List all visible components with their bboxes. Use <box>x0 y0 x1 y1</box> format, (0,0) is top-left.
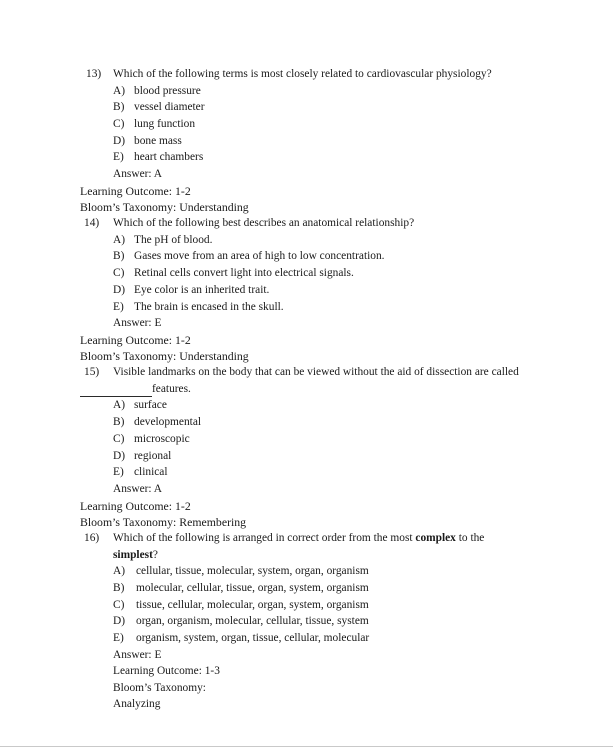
option-text: organ, organism, molecular, cellular, tissue, system <box>136 615 369 628</box>
option-item[interactable] <box>80 630 520 647</box>
question-block-15 <box>80 364 520 530</box>
option-text: microscopic <box>134 432 190 445</box>
question-block-13 <box>80 66 520 215</box>
question-text-16-part3: ? <box>152 548 158 561</box>
option-letter: B) <box>113 101 125 114</box>
option-text: surface <box>134 399 167 412</box>
option-item[interactable] <box>80 597 520 614</box>
page-content <box>80 66 520 713</box>
question-stem-15-continuation <box>80 381 520 398</box>
question-block-16 <box>80 530 520 713</box>
question-text-13: Which of the following terms is most closely related to cardiovascular physiology? <box>113 68 492 80</box>
option-text: vessel diameter <box>134 101 205 114</box>
answer-line-15: Answer: A <box>113 482 163 495</box>
option-item[interactable] <box>80 464 520 481</box>
learning-outcome-13: Learning Outcome: 1-2 <box>80 183 191 198</box>
question-block-14 <box>80 215 520 364</box>
question-number-13: 13) <box>86 68 102 80</box>
option-letter: A) <box>113 565 126 578</box>
answer-line-14: Answer: E <box>113 317 162 330</box>
option-letter: C) <box>113 118 125 130</box>
option-letter: B) <box>113 581 125 594</box>
option-letter: A) <box>113 84 126 97</box>
answer-line-16: Answer: E <box>113 648 162 661</box>
option-letter: D) <box>113 615 126 628</box>
option-letter: E) <box>113 151 124 164</box>
option-letter: C) <box>113 432 125 445</box>
option-letter: D) <box>113 449 126 462</box>
blooms-taxonomy-16: Bloom’s Taxonomy: <box>113 681 206 694</box>
option-text: cellular, tissue, molecular, system, organ, organism <box>136 565 369 578</box>
option-text: The pH of blood. <box>134 233 213 246</box>
option-item[interactable] <box>80 414 520 431</box>
option-list-15 <box>80 397 520 481</box>
option-letter: E) <box>113 631 124 644</box>
option-text: Eye color is an inherited trait. <box>134 283 270 296</box>
question-text-15-after-blank: features. <box>152 382 191 395</box>
option-item[interactable] <box>80 133 520 150</box>
option-letter: A) <box>113 399 126 412</box>
option-text: organism, system, organ, tissue, cellular, molecular <box>136 631 370 644</box>
question-text-16-bold-simplest: simplest <box>113 548 153 561</box>
option-item[interactable] <box>80 282 520 299</box>
option-text: blood pressure <box>134 84 201 97</box>
question-stem-14 <box>80 215 520 232</box>
option-text: heart chambers <box>134 151 204 164</box>
question-number-14: 14) <box>84 217 100 230</box>
answer-line-13: Answer: A <box>113 168 163 181</box>
option-letter: B) <box>113 250 125 263</box>
option-item[interactable] <box>80 580 520 597</box>
option-text: clinical <box>134 466 168 479</box>
question-text-16-part2: to the <box>455 531 485 544</box>
option-text: lung function <box>134 118 196 130</box>
option-item[interactable] <box>80 431 520 448</box>
option-letter: D) <box>113 134 126 147</box>
blooms-taxonomy-15: Bloom’s Taxonomy: Remembering <box>80 514 247 529</box>
option-text: tissue, cellular, molecular, organ, system, organism <box>136 598 369 611</box>
option-item[interactable] <box>80 83 520 100</box>
option-item[interactable] <box>80 232 520 249</box>
option-letter: C) <box>113 598 125 611</box>
option-text: Retinal cells convert light into electrical signals. <box>134 267 354 280</box>
option-letter: A) <box>113 233 126 246</box>
option-text: developmental <box>134 416 202 429</box>
option-item[interactable] <box>80 448 520 465</box>
option-text: bone mass <box>134 134 182 147</box>
option-letter: E) <box>113 466 124 479</box>
blooms-taxonomy-13: Bloom’s Taxonomy: Understanding <box>80 199 249 214</box>
option-text: molecular, cellular, tissue, organ, system, organism <box>136 581 369 594</box>
option-letter: C) <box>113 267 125 280</box>
blooms-taxonomy-value-16: Analyzing <box>113 698 161 711</box>
option-list-16 <box>80 563 520 647</box>
question-stem-15 <box>80 364 520 381</box>
option-item[interactable] <box>80 299 520 316</box>
question-stem-16 <box>80 530 520 563</box>
option-list-13 <box>80 83 520 167</box>
blooms-taxonomy-14: Bloom’s Taxonomy: Understanding <box>80 349 249 364</box>
question-number-15: 15) <box>84 366 100 379</box>
learning-outcome-14: Learning Outcome: 1-2 <box>80 332 191 347</box>
option-item[interactable] <box>80 149 520 166</box>
option-list-14 <box>80 232 520 316</box>
option-text: Gases move from an area of high to low concentration. <box>134 250 385 263</box>
question-number-16: 16) <box>84 531 100 544</box>
fill-in-blank[interactable] <box>80 385 152 397</box>
option-item[interactable] <box>80 613 520 630</box>
option-letter: B) <box>113 416 125 429</box>
learning-outcome-15: Learning Outcome: 1-2 <box>80 498 191 513</box>
option-item[interactable] <box>80 563 520 580</box>
question-text-16-part1: Which of the following is arranged in correct order from the most <box>113 531 416 544</box>
option-letter: E) <box>113 300 124 313</box>
option-item[interactable] <box>80 116 520 133</box>
option-letter: D) <box>113 283 126 296</box>
learning-outcome-16: Learning Outcome: 1-3 <box>113 665 220 678</box>
option-item[interactable] <box>80 248 520 265</box>
option-item[interactable] <box>80 99 520 116</box>
question-text-14: Which of the following best describes an anatomical relationship? <box>113 217 415 230</box>
question-stem-13 <box>80 66 520 83</box>
option-text: regional <box>134 449 172 462</box>
option-text: The brain is encased in the skull. <box>134 300 284 313</box>
option-item[interactable] <box>80 265 520 282</box>
option-item[interactable] <box>80 397 520 414</box>
question-text-15: Visible landmarks on the body that can be viewed without the aid of dissection are called <box>113 366 519 379</box>
question-text-16-bold-complex: complex <box>415 531 456 544</box>
